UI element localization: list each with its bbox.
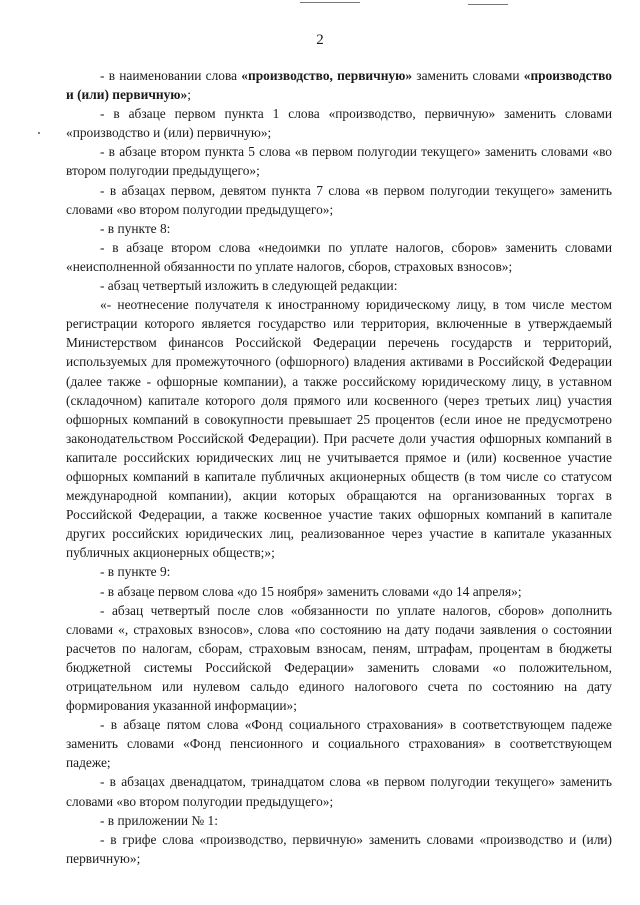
paragraph-6: - в абзаце втором слова «недоимки по уплате налогов, сборов» заменить словами «неисполненной обязанности по уплате налогов, сборов, страховых взносов»; xyxy=(66,239,612,274)
scan-artifact-dot xyxy=(38,132,40,134)
paragraph-2: - в абзаце первом пункта 1 слова «производство, первичную» заменить словами «производство и (или) первичную»; xyxy=(66,106,612,141)
paragraph-9: - в пункте 9: xyxy=(100,564,171,580)
paragraph-1 xyxy=(66,66,612,104)
paragraph-7: - абзац четвертый изложить в следующей редакции: xyxy=(100,278,398,294)
paragraph-11: - абзац четвертый после слов «обязанности по уплате налогов, сборов» дополнить словами «, страховых взносов», слова «по состоянию на дату подачи заявления о состоянии расчетов по налогам, сборам, страховым взносам, пеням, штрафам, процентам в бюджеты бюджетной системы Российской Федерации» заменить словами «о положительном, отрицательном или нулевом сальдо единого налогового счета по состоянию на дату формирования указанной информации»; xyxy=(66,602,612,714)
page-number: 2 xyxy=(316,32,324,48)
paragraph-15: - в грифе слова «производство, первичную» заменить словами «производство и (или) первичную»; xyxy=(66,831,612,866)
paragraph-12: - в абзаце пятом слова «Фонд социального страхования» в соответствующем падеже заменить словами «Фонд пенсионного и социального страхования» в соответствующем падеже; xyxy=(66,717,612,771)
paragraph-14: - в приложении № 1: xyxy=(100,812,218,828)
paragraph-1-bold-old: «производство, первичную» xyxy=(241,68,413,83)
paragraph-1-bold-new: «производство и (или) первичную» xyxy=(66,68,612,103)
paragraph-10: - в абзаце первом слова «до 15 ноября» заменить словами «до 14 апреля»; xyxy=(100,583,522,599)
paragraph-1-post: ; xyxy=(187,87,191,103)
paragraph-5: - в пункте 8: xyxy=(100,220,171,236)
scan-artifact-top-right xyxy=(468,4,508,5)
scan-artifact-top xyxy=(300,2,360,3)
paragraph-1-pre: - в наименовании слова xyxy=(100,68,242,83)
paragraph-13: - в абзацах двенадцатом, тринадцатом слова «в первом полугодии текущего» заменить словами «во втором полугодии предыдущего»; xyxy=(66,774,612,809)
document-body xyxy=(66,66,612,868)
paragraph-8-quoted-text: «- неотнесение получателя к иностранному юридическому лицу, в том числе местом регистрации которого является государство или территория, включенные в утверждаемый Министерством финансов Российской Федерации перечень государств и территорий, используемых для промежуточного (офшорного) владения активами в Российской Федерации (далее также - офшорные компании), а также российскому юридическому лицу, в уставном (складочном) капитале которого доля прямого или косвенного (через третьих лиц) участия офшорных компаний в совокупности превышает 25 процентов (если иное не предусмотрено законодательством Российской Федерации). При расчете доли участия офшорных компаний в капитале российских юридических лиц не учитывается прямое и (или) косвенное участие офшорных компаний в капитале публичных акционерных обществ (в том числе со статусом международной компании), акции которых обращаются на организованных торгах в Российской Федерации, а также косвенное участие таких офшорных компаний в капитале других российских юридических лиц, реализованное через участие в капитале указанных публичных акционерных обществ;»; xyxy=(66,297,612,561)
paragraph-1-mid: заменить словами xyxy=(412,68,524,83)
paragraph-4: - в абзацах первом, девятом пункта 7 слова «в первом полугодии текущего» заменить словами «во втором полугодии предыдущего»; xyxy=(66,182,612,217)
paragraph-3: - в абзаце втором пункта 5 слова «в первом полугодии текущего» заменить словами «во втором полугодии предыдущего»; xyxy=(66,144,612,179)
